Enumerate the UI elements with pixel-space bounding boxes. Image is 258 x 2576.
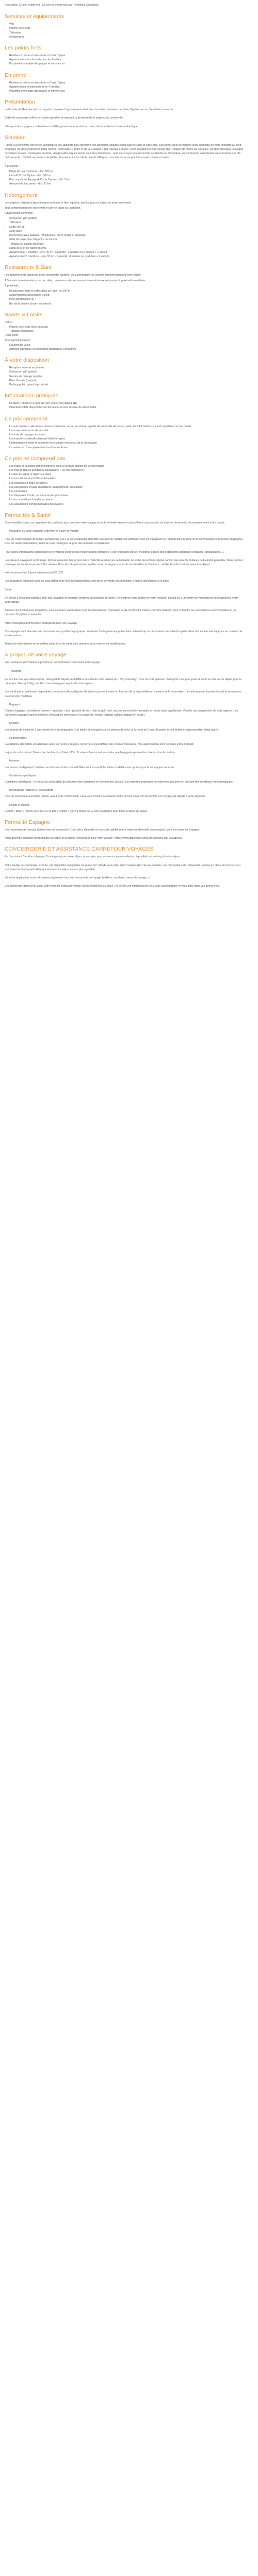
restaurants-paragraph: Les appartements disposent d'une kitchenette équipée, vous permettant de cuisiner librement pendant votre séjour. (5, 274, 141, 277)
prix-ne-comprend-item: • Les frais pratiqués pendant la paragraphe « Le prix comprend » (9, 468, 244, 472)
formalites-paragraph: Nos voyages sont réservés aux personnes sans problème physique ou mental. Toute personne présentant un handicap ou nécessitant une attention particulière doit en informer l'agence au moment de la réservation. (5, 630, 242, 638)
hebergement-item: • Linge de lit et de toilette fournis (9, 246, 244, 250)
distance-item: • Parc aquatique Aquapark Costa Tiguise - dist. 2 km (9, 178, 244, 182)
points-forts-item: • Résidence calme et bien située à Coste Tigane (9, 54, 244, 58)
formalites-heading: Formalités & Santé (5, 512, 51, 518)
apropos-sub-list (5, 774, 244, 778)
hebergement-item: • Coffre-fort (€) (9, 225, 244, 229)
apropos-sub-list (5, 788, 244, 792)
disposition-item: • Parking public gratuit à proximité (9, 383, 244, 387)
apropos-sub-label: • Hébergement : (9, 736, 244, 740)
disposition-item: • Blanchisserie (payant) (9, 379, 244, 383)
restaurants-item: • Restaurants, bars et cafés dans un rayon de 200 m (9, 289, 244, 293)
conciergerie-paragraph: Notre équipe de concierges, experte, est disponible et joignable sur place 7j/7, afin de vous aider dans l'organisation de vos activités, vos réservations de restaurants, la mise en place de transferts ou tout autre demande particulière qui rendra votre séjour encore plus agréable. (5, 863, 240, 871)
disposition-item: • Connexion Wifi gratuite (9, 370, 244, 374)
apropos-paragraph: Conditions climatiques : le climat est susceptible de présenter des variations en fonction des saisons. Les activités proposées peuvent être annulées en fonction des conditions météorologiques. (5, 780, 234, 784)
apropos-paragraph: Le jour de votre départ, l'heure de check-out est fixée à 11h. Si votre vol retour est en soirée, une bagagerie pourra être mise à votre disposition. (5, 751, 176, 755)
hebergement-item: • Appartement 2 chambres - env. 55 m² - Capacité : 4 adultes ou 2 adultes + 2 enfants (9, 255, 244, 259)
en-omne-item: • Résidence calme et bien située à Costa Tigane (9, 81, 244, 85)
apropos-sub-label: • Conditions spécifiques : (9, 774, 244, 778)
situation-proximity-label: À proximité : (5, 164, 20, 168)
apropos-sub-label: • Bagages : (9, 703, 244, 707)
apropos-sub-label: • Enfant et enfants (9, 803, 244, 807)
hebergement-item: • Appartement 1 chambre - env. 45 m² - Capacité : 3 adultes ou 2 adultes + 1 enfant (9, 250, 244, 255)
formalites-doc-list (5, 529, 244, 533)
prix-ne-comprend-item: • Les dépenses d'ordre personnel et les pourboires (9, 494, 244, 498)
sante-label: Santé (5, 588, 12, 591)
formalites-paragraph: Les mineurs voyageant à l'étranger, doivent présenter leur propre pièce d'identité ainsi qu'une autorisation de sortie du territoire signée par l'un des parents titulaires de l'autorité parentale. Sans quoi les passages de frontières peuvent être refusés. Pour plus de précisions, veuillez vous renseigner sur le site du ministère de l'Intérieur : vérifier les informations avant tout départ. (5, 558, 243, 567)
prix-ne-comprend-item: • Les repas et boissons non mentionnés dans la formule choisie de la réservation (9, 464, 244, 468)
formalites-paragraph: Nous travaillons avec un organisme de confiance pour préparer votre voyage en toute sérénité. Assurez-vous d'être en possession de tous les documents nécessaires avant votre départ. (5, 521, 225, 524)
apropos-transport-list (5, 669, 244, 673)
prix-comprend-item: • Les frais de bagages en soute (9, 433, 244, 437)
en-omne-item: • Appartements fonctionnels et en 4 familles (9, 85, 244, 89)
apropos-transport-label: • Transport (9, 669, 244, 673)
points-forts-list (5, 54, 244, 66)
apropos-sub-list (5, 703, 244, 707)
services-item: • Piscine extérieure (9, 26, 244, 30)
formalites-paragraph: Pour toutes informations concernant les formalités d'entrée des ressortissants étrangers, il est nécessaire de se renseigner auprès des organismes adéquats (consulats, ambassades...). (5, 550, 224, 554)
services-heading: Services et équipements (5, 13, 64, 20)
apropos-paragraph: Pour les personnes à mobilité réduite, avant toute confirmation, nous vous invitons à contacter notre service client afin de vérifier si le voyage est adapté à votre situation. (5, 795, 206, 799)
apropos-paragraph: Certains bagages, considérés comme « spéciaux » (ex : planche de surf, club de golf, vélo, etc.) ne peuvent être acceptés en soute sans supplément. Veuillez vous rapprocher de votre agence. Les franchises bagages varient selon les compagnies aériennes et la classe de voyage (bagage cabine, bagage en soute). (5, 709, 238, 717)
services-item: • Télévision (9, 31, 244, 35)
hebergement-item: • Terrasse ou balcon aménagé (9, 242, 244, 246)
infos-pratiques-item: • Horaires : check-in à partir de 15h, check-out jusqu'à 11h (9, 401, 244, 405)
restaurants-line: À 5 à rues de restauration sont de cafés, commerces des restaurants internationaux se trouvent à proximité immédiate. (5, 279, 146, 282)
services-item: • Conciergerie (9, 35, 244, 39)
services-item: • Wifi (9, 22, 244, 26)
apropos-paragraph: Les heures de départ et d'arrivée sont données à titre indicatif. Elles sont susceptibles d'être modifiées sans préavis par la compagnie aérienne. (5, 766, 175, 769)
presentation-paragraph: Idéal pour les voyageurs recherchant un hébergement indépendant au coeur d'une ambiance locale authentique. (5, 125, 139, 128)
pasteur-link[interactable]: https://www.pasteur.fr/fr/centre-medical/preparer-son-voyage/ (5, 621, 77, 625)
hebergement-item: • Connexion Wifi gratuite (9, 216, 244, 221)
restaurants-item: • Supermarchés accessibles à pied (9, 293, 244, 297)
disposition-heading: À votre disposition (5, 357, 49, 364)
apropos-sub-list (5, 759, 244, 763)
hebergement-item: • Salle de bains avec baignoire ou douche (9, 238, 244, 242)
disposition-item: • Réception ouverte en journée (9, 366, 244, 370)
hebergement-list (5, 216, 244, 259)
situation-paragraph: Partez à la rencontre des terres volcaniques de Lanzarote pour découvrir des paysages lunaires et par sous terrains et sans cinq. Son climat doux permanent vous permettra de vous détendre au bord de plages vierges ensoleillées toute l'année. Découvrez » marin et de la Graciosa » par l'oiseau à souris. Partir au naturel et son oeuvre d'art : plages de toutes les couleurs, vergers sauvages, élevages de vaches de race, montagnes lunaires, villages pittoresques écrins dans les patrimoines... Que vous soyez à la recherche de détente ou d'aventure, vous trouverez assurément votre bonheur sur l'île de Lanzarote. L'île fait une séance de pêche, étonnement à l'est de la côte de l'Afrique, vous émouvrez au point du nouvel univers et marin. (5, 143, 244, 160)
apropos-sub-label: • Horaires : (9, 759, 244, 763)
en-omne-heading: En omne (5, 72, 27, 78)
prix-comprend-item: • Le vols réguliers, aller/retour de/vers Lanzarote, sur un vol charter à partir de votre ville de départ, selon les informations sur vols régulières ou des ouvert (9, 425, 244, 429)
prix-comprend-item: • La présence d'un représentant local francophone (9, 446, 244, 450)
sports-paid-list (5, 343, 244, 351)
situation-distance-list (5, 170, 244, 187)
product-description (0, 0, 249, 903)
conciergerie-paragraph: Via notre application, vous retrouverez également tous vos documents de voyage (e-billets, vouchers, carnet de voyage...). (5, 876, 151, 879)
apropos-paragraph: Le tarif « bébé » (moins de 2 ans) ou le tarif « enfant » (de 2 à moins de 12 ans) s'applique pour toute la durée du séjour. (5, 809, 148, 813)
sports-lead: Relax point (5, 334, 18, 337)
distance-item: • Aéroport de Lanzarote - dist. 11 km (9, 182, 244, 186)
apropos-paragraph: En fonction des vols sélectionnés, l'aéroport de départ peut différer de celui de votre arrivée (ex : Orly et Roissy). Pour les vols spéciaux, l'aéroport mais pour pourrait avoir la ou le vol de départ pour le retour (ex : Roissy / Orly), veuillez vous renseigner auprès de votre agence. (5, 677, 241, 686)
sports-item: • Transats et parasols (9, 329, 244, 333)
formalites-doc-item: • Passeport ou carte nationale d'identité en cours de validité. (9, 529, 244, 533)
apropos-paragraph: La catégorie des hôtels est attribuée selon les normes du pays concerné et peut différer des normes françaises. Nos appréciations sont données à titre indicatif. (5, 742, 194, 746)
hebergement-intro: Le complexe dispose d'appartements lumineux et bien équipés, parfaits pour un séjour en toute autonomie. (5, 201, 132, 205)
formalites-paragraph: Un séjour à l'étranger implique pour tout voyageur de prendre certaines précautions de santé. Renseignez-vous auprès de votre médecin traitant ou d'un centre de vaccinations internationales avant votre départ. (5, 596, 238, 604)
sports-included-list (5, 325, 244, 333)
points-forts-heading: Les points forts (5, 45, 42, 52)
conciergerie-heading: CONCIERGERIE ET ASSISTANCE CARREFOUR VOYAGES (5, 846, 154, 853)
en-omne-item: • Proximité immédiate des plages et commerces (9, 89, 244, 93)
distance-item: • Plage de Las Cucharas - dist. 500 m (9, 170, 244, 174)
sports-heading: Sports & Loisirs (5, 311, 43, 318)
formalites-paragraph: Toutes les informations de formalités d'entrée et de santé sont données sous réserve de modifications. (5, 642, 126, 646)
apropos-sub-list (5, 736, 244, 740)
services-list (5, 22, 244, 39)
prix-ne-comprend-item: • Les assurances voyage (assistance, rapatriement, annulation) (9, 485, 244, 489)
restaurants-item: • Bar de la piscine (ouvert en saison) (9, 302, 244, 306)
sports-lead: Avec participation (€) : (5, 338, 31, 342)
prix-ne-comprend-item: • La taxe de séjour à régler sur place (9, 472, 244, 477)
apropos-sub-list (5, 721, 244, 725)
apropos-heading: À propos de votre voyage (5, 652, 67, 658)
restaurants-heading: Restaurants & Bars (5, 264, 52, 271)
restaurants-list (5, 289, 244, 306)
prix-comprend-item: • Les transferts collectifs aéroport-hôtel-aéroport (9, 437, 244, 441)
distance-item: • Lieu-dit Costa Tiguise - dist. 300 m (9, 174, 244, 178)
restaurants-item: • Pour participation (€) : (9, 297, 244, 301)
prix-ne-comprend-item: • La taxe touristique à régler sur place (9, 498, 244, 502)
prix-ne-comprend-item: • Les dépenses d'ordre personnel (9, 481, 244, 485)
apropos-paragraph: Les vol et prix actuellement disponibles, dépendent des catégories de tarifs et peuvent varier en fonction de la disponibilité au moment de la réservation. Les informations fournies lors de la réservation pourront être modifiées. (5, 690, 241, 698)
disposition-list (5, 366, 244, 387)
formalites-paragraph: Les passagers en transit dans un pays différent de leur destination finale sont priés de vérifier les formalités d'entrée spécifiques à ce pays. (5, 580, 170, 583)
situation-heading: Situation (5, 134, 26, 141)
hebergement-item: • Kitchenette avec plaques, réfrigérateur, micro-ondes et cafetière. (9, 233, 244, 238)
presentation-heading: Présentation (5, 99, 35, 106)
prix-ne-comprend-heading: Ce prix ne comprend pas (5, 455, 66, 462)
formalites-paragraph: Aucune vaccination n'est obligatoire, mais certaines vaccinations sont recommandées. Consultez le site de l'Institut Pasteur ou votre médecin pour connaître les vaccinations recommandées et les mesures d'hygiène à respecter. (5, 609, 236, 617)
infos-pratiques-heading: Informations pratiques (5, 393, 58, 399)
sports-item: • Piscine extérieure avec solarium (9, 325, 244, 329)
disposition-item: • Service de ménage régulier (9, 375, 244, 379)
prix-comprend-list (5, 425, 244, 450)
presentation-paragraph: Dotée de nombreux coffrets en cadre agréable et reposant, à proximité de la plage et du centre-ville. (5, 116, 124, 120)
formalite-espagne-paragraph: Nous pouvons consulter les formalités de santé et de police nécessaires pour votre voyage : https://www.diplomatie.gouv.fr/fr/conseils-aux-voyageurs/ (5, 837, 182, 840)
sports-item: • Location de vélos (9, 343, 244, 347)
hebergement-equip-label: Équipements communs : (5, 212, 35, 215)
sports-item: • Activités nautiques et excursions disponibles à proximité (9, 347, 244, 351)
prix-ne-comprend-item: • Les pourboires (9, 489, 244, 494)
conciergerie-paragraph: Les concierges demeurent aussi votre point de contact privilégié en cas d'imprévu sur place : ils seront vos interlocuteurs pour vous accompagner et vous aider dans vos démarches. (5, 885, 220, 888)
apropos-sub-label: • Enfants : (9, 721, 244, 725)
prix-ne-comprend-item: • Les assurances complémentaires facultatives (9, 502, 244, 506)
conciergerie-paragraph: En choisissant Carrefour Voyages Conciergerie pour votre séjour, nous optez pour un service personnalisé et disponible tout au long de votre séjour. (5, 855, 181, 859)
prix-ne-comprend-item: • Les excursions et activités optionnelles (9, 477, 244, 481)
formalite-espagne-paragraph: Les ressortissants français doivent être en possession d'une pièce d'identité en cours de validité (carte nationale d'identité ou passeport) pour se rendre en Espagne. (5, 828, 200, 832)
en-omne-list (5, 81, 244, 94)
hebergement-item: • Télévision (9, 221, 244, 225)
apropos-paragraph: Les enfants de moins de 2 ans doivent être accompagnés d'un adulte et voyagent sur les genoux de celui-ci. Au-delà de 2 ans, ils paient le tarif enfant et disposent d'un siège attitré. (5, 728, 219, 732)
infos-pratiques-item: • Chambres PMR disponibles sur demande et sous réserve de disponibilité (9, 405, 244, 410)
restaurants-proximity-label: À proximité : (5, 284, 20, 287)
prix-ne-comprend-list (5, 464, 244, 506)
hebergement-heading: Hébergement (5, 192, 38, 198)
formalite-espagne-heading: Formalité Espagne (5, 819, 51, 825)
apropos-sub-list (5, 803, 244, 807)
hebergement-item: • Coin salon (9, 229, 244, 233)
points-forts-item: • Appartements fonctionnels pour les familles (9, 58, 244, 62)
prix-comprend-item: • L'hébergement selon la catégorie de chambre choisie ou de la réservation (9, 441, 244, 445)
infos-pratiques-list (5, 401, 244, 410)
sports-lead: Inclus : (5, 320, 13, 324)
formalites-paragraph: Pour les ressortissants de l'Union européenne (UE), la carte nationale d'identité en cours de validité est suffisante pour les voyageurs se rendant dans la zone de la communauté européenne (Espagne). Pour les autres nationalités, merci de vous renseigner auprès des autorités compétentes. (5, 538, 244, 546)
apropos-sub-label: • Informations relatives à l'accessibilité (9, 788, 244, 792)
apropos-lead: Voici quelques informations à prendre en considération concernant votre voyage. (5, 661, 101, 665)
prix-comprend-heading: Ce prix comprend (5, 415, 47, 422)
presentation-paragraph: La Frontier de Guardian ] et sa un petit complexe d'appartements situé dans la station balnéaire de Costa Tiguise, sur la côte est de Lanzarote. (5, 108, 174, 112)
prix-comprend-item: • Les taxes aéroport et de sécurité (9, 429, 244, 433)
points-forts-item: • Proximité immédiate des plages et commerces (9, 62, 244, 66)
intro-line: Description Ce prix comprend : Ce prix ne comprend pas Formalités Consignes (5, 4, 99, 7)
formalites-link[interactable]: www.service-public.fr/particuliers/vosdroits/F1922 (5, 571, 63, 575)
hebergement-line: Tous comprennent une kitchenette et une terrasse ou un balcon. (5, 206, 81, 210)
